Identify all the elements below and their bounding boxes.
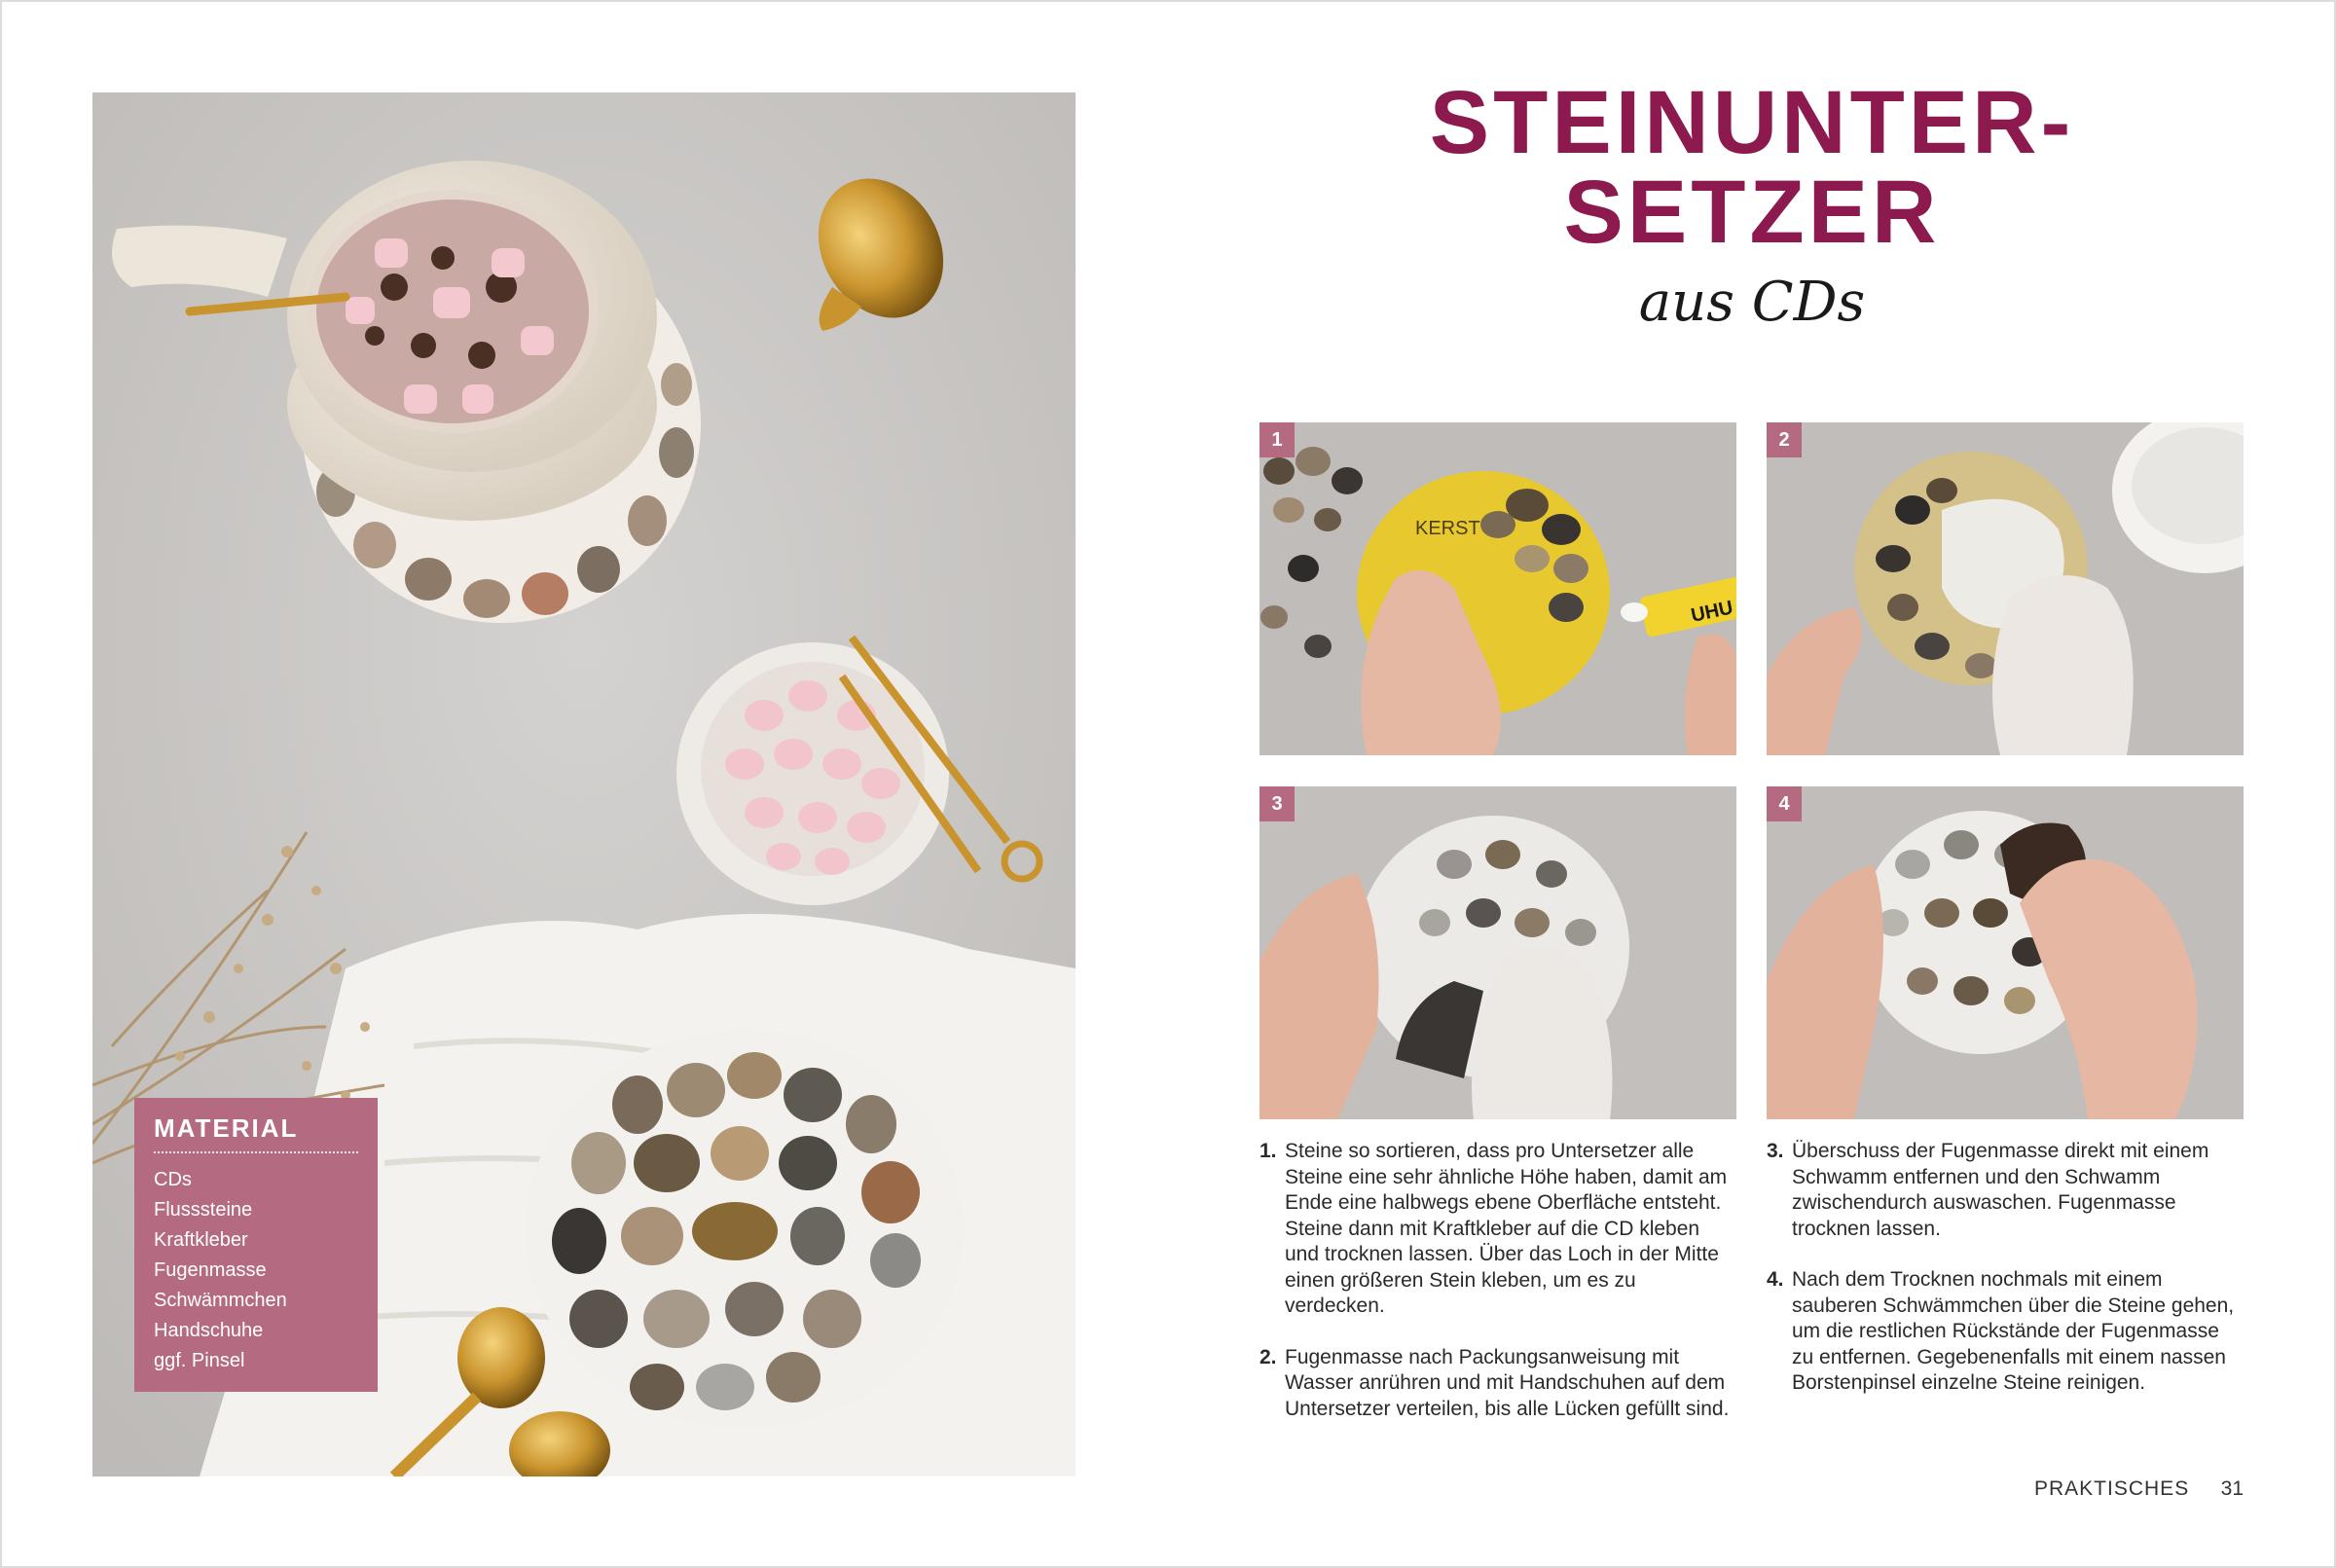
instruction-text: Nach dem Trocknen nochmals mit einem sauberen Schwämmchen über die Steine gehen, um die restlichen Rückstände der Fugenmasse zu entfernen. Gegebenenfalls mit einem nassen Borstenpinsel einzelne Steine reinigen.: [1792, 1268, 2235, 1394]
title-line-1: STEINUNTER-: [1429, 73, 2075, 172]
material-box: [134, 1098, 378, 1392]
material-item: ggf. Pinsel: [154, 1350, 245, 1371]
step-badge-3: 3: [1259, 786, 1295, 821]
step-badge-2: 2: [1767, 422, 1802, 457]
step-badge-1: 1: [1259, 422, 1295, 457]
instruction-number: 2.: [1259, 1345, 1277, 1368]
material-list: [154, 1165, 358, 1376]
instruction-item: [1767, 1267, 2244, 1397]
step-2-illustration: [1767, 422, 2244, 755]
footer-section-label: PRAKTISCHES: [2034, 1477, 2190, 1500]
instruction-text: Fugenmasse nach Packungsanweisung mit Wasser anrühren und mit Handschuhen auf dem Untersetzer verteilen, bis alle Lücken gefüllt sind.: [1285, 1345, 1730, 1420]
instructions-column-left: [1259, 1139, 1736, 1447]
page-footer: [2034, 1477, 2244, 1501]
page-number: 31: [2220, 1477, 2244, 1500]
instruction-item: [1259, 1345, 1736, 1423]
step-photo-3: [1259, 786, 1736, 1119]
material-item: Handschuhe: [154, 1320, 264, 1341]
instructions-column-right: [1767, 1139, 2244, 1422]
instruction-item: [1259, 1139, 1736, 1320]
step-4-illustration: [1767, 786, 2244, 1119]
glue-brand-text: UHU: [1689, 597, 1735, 627]
material-item: Flusssteine: [154, 1199, 253, 1221]
step-photo-1: [1259, 422, 1736, 755]
material-heading: MATERIAL: [154, 1113, 358, 1153]
step-1-illustration: [1259, 422, 1736, 755]
step-3-illustration: [1259, 786, 1736, 1119]
step-photo-2: [1767, 422, 2244, 755]
material-item: Fugenmasse: [154, 1259, 267, 1281]
material-item: Kraftkleber: [154, 1229, 248, 1251]
material-item: Schwämmchen: [154, 1290, 287, 1311]
instruction-text: Steine so sortieren, dass pro Untersetzer alle Steine eine sehr ähnliche Höhe haben, damit am Ende eine halbwegs ebene Oberfläche entsteht. Steine dann mit Kraftkleber auf die CD kleben und trocknen lassen. Über das Loch in der Mitte einen größeren Stein kleben, um es zu verdecken.: [1285, 1140, 1728, 1317]
instruction-number: 3.: [1767, 1140, 1784, 1162]
step-badge-4: 4: [1767, 786, 1802, 821]
instruction-item: [1767, 1139, 2244, 1242]
instruction-text: Überschuss der Fugenmasse direkt mit einem Schwamm entfernen und den Schwamm zwischendurch auswaschen. Fugenmasse trocknen lassen.: [1792, 1140, 2209, 1240]
cd-brand-text: KERST: [1415, 518, 1480, 539]
title-line-2: SETZER: [1563, 163, 1941, 262]
title-block: [1256, 73, 2248, 334]
material-item: CDs: [154, 1169, 192, 1190]
instruction-number: 4.: [1767, 1268, 1784, 1291]
gloved-hand: [1992, 575, 2134, 755]
subtitle: aus CDs: [1638, 271, 1866, 334]
step-photo-4: [1767, 786, 2244, 1119]
instruction-number: 1.: [1259, 1140, 1277, 1162]
stone-coaster: [526, 1030, 964, 1429]
